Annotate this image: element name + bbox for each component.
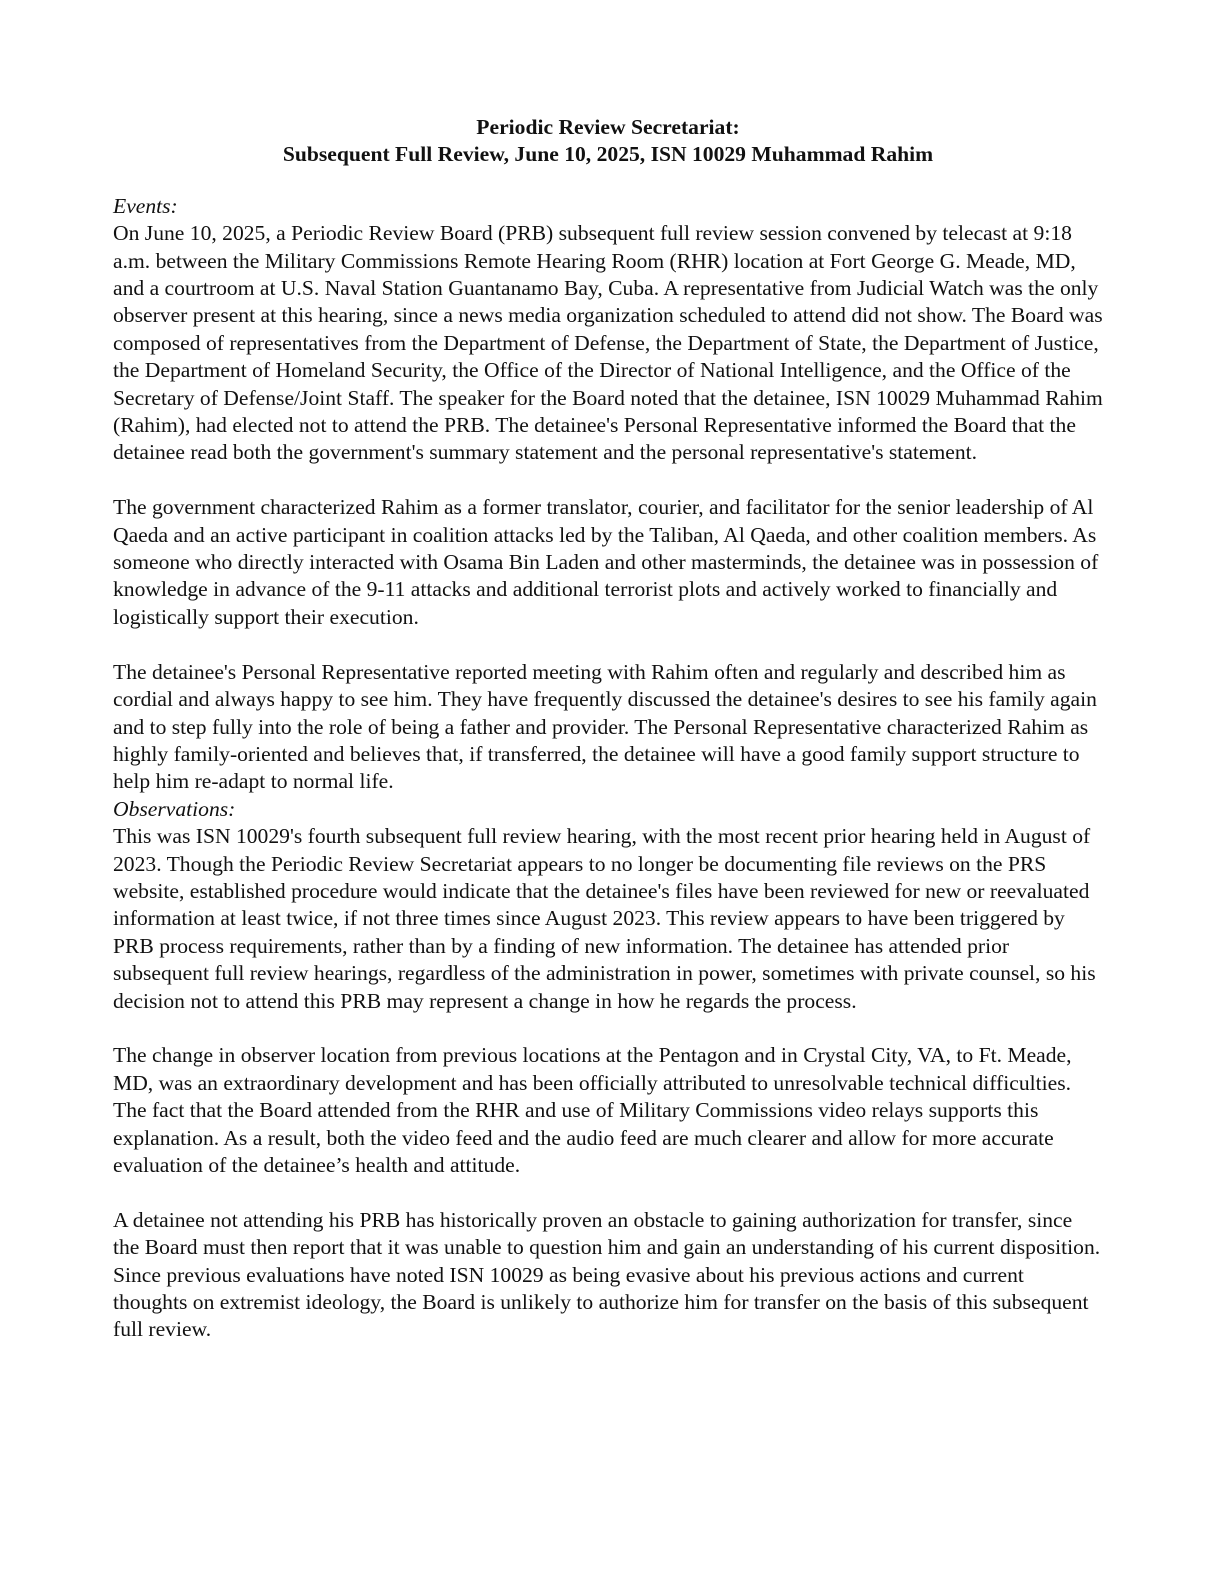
document-page [113, 114, 1103, 1344]
events-heading: Events: [113, 193, 178, 218]
document-title [113, 114, 1103, 169]
events-paragraph-2: The government characterized Rahim as a former translator, courier, and facilitator for the senior leadership of Al Qaeda and an active participant in coalition attacks led by the Taliban, Al Qaeda, and other coalition members. As someone who directly interacted with Osama Bin Laden and other masterminds, the detainee was in possession of knowledge in advance of the 9-11 attacks and additional terrorist plots and actively worked to financially and logistically support their execution. [113, 495, 1099, 629]
observations-paragraph-2: The change in observer location from previous locations at the Pentagon and in Crystal City, VA, to Ft. Meade, MD, was an extraordinary development and has been officially attributed to unresolvable technical difficulties. The fact that the Board attended from the RHR and use of Military Commissions video relays supports this explanation. As a result, both the video feed and the audio feed are much clearer and allow for more accurate evaluation of the detainee’s health and attitude. [113, 1043, 1072, 1177]
observations-paragraph-3: A detainee not attending his PRB has historically proven an obstacle to gaining authorization for transfer, since the Board must then report that it was unable to question him and gain an understanding of his current disposition. Since previous evaluations have noted ISN 10029 as being evasive about his previous actions and current thoughts on extremist ideology, the Board is unlikely to authorize him for transfer on the basis of this subsequent full review. [113, 1207, 1101, 1342]
title-line-2: Subsequent Full Review, June 10, 2025, ISN 10029 Muhammad Rahim [282, 142, 934, 167]
observations-heading: Observations: [113, 796, 236, 821]
title-line-1: Periodic Review Secretariat: [476, 115, 740, 139]
events-paragraph-1: On June 10, 2025, a Periodic Review Board (PRB) subsequent full review session convened by telecast at 9:18 a.m. between the Military Commissions Remote Hearing Room (RHR) location at Fort George G. Meade, MD, and a courtroom at U.S. Naval Station Guantanamo Bay, Cuba. A representative from Judicial Watch was the only observer present at this hearing, since a news media organization scheduled to attend did not show. The Board was composed of representatives from the Department of Defense, the Department of State, the Department of Justice, the Department of Homeland Security, the Office of the Director of National Intelligence, and the Office of the Secretary of Defense/Joint Staff. The speaker for the Board noted that the detainee, ISN 10029 Muhammad Rahim (Rahim), had elected not to attend the PRB. The detainee's Personal Representative informed the Board that the detainee read both the government's summary statement and the personal representative's statement. [113, 221, 1103, 465]
observations-paragraph-1: This was ISN 10029's fourth subsequent full review hearing, with the most recent prior hearing held in August of 2023. Though the Periodic Review Secretariat appears to no longer be documenting file reviews on the PRS website, established procedure would indicate that the detainee's files have been reviewed for new or reevaluated information at least twice, if not three times since August 2023. This review appears to have been triggered by PRB process requirements, rather than by a finding of new information. The detainee has attended prior subsequent full review hearings, regardless of the administration in power, sometimes with private counsel, so his decision not to attend this PRB may represent a change in how he regards the process. [113, 824, 1096, 1013]
events-section [113, 193, 1103, 796]
events-paragraph-3: The detainee's Personal Representative reported meeting with Rahim often and regularly and described him as cordial and always happy to see him. They have frequently discussed the detainee's desires to see his family again and to step fully into the role of being a father and provider. The Personal Representative characterized Rahim as highly family-oriented and believes that, if transferred, the detainee will have a good family support structure to help him re-adapt to normal life. [113, 659, 1097, 794]
observations-section [113, 796, 1103, 1344]
